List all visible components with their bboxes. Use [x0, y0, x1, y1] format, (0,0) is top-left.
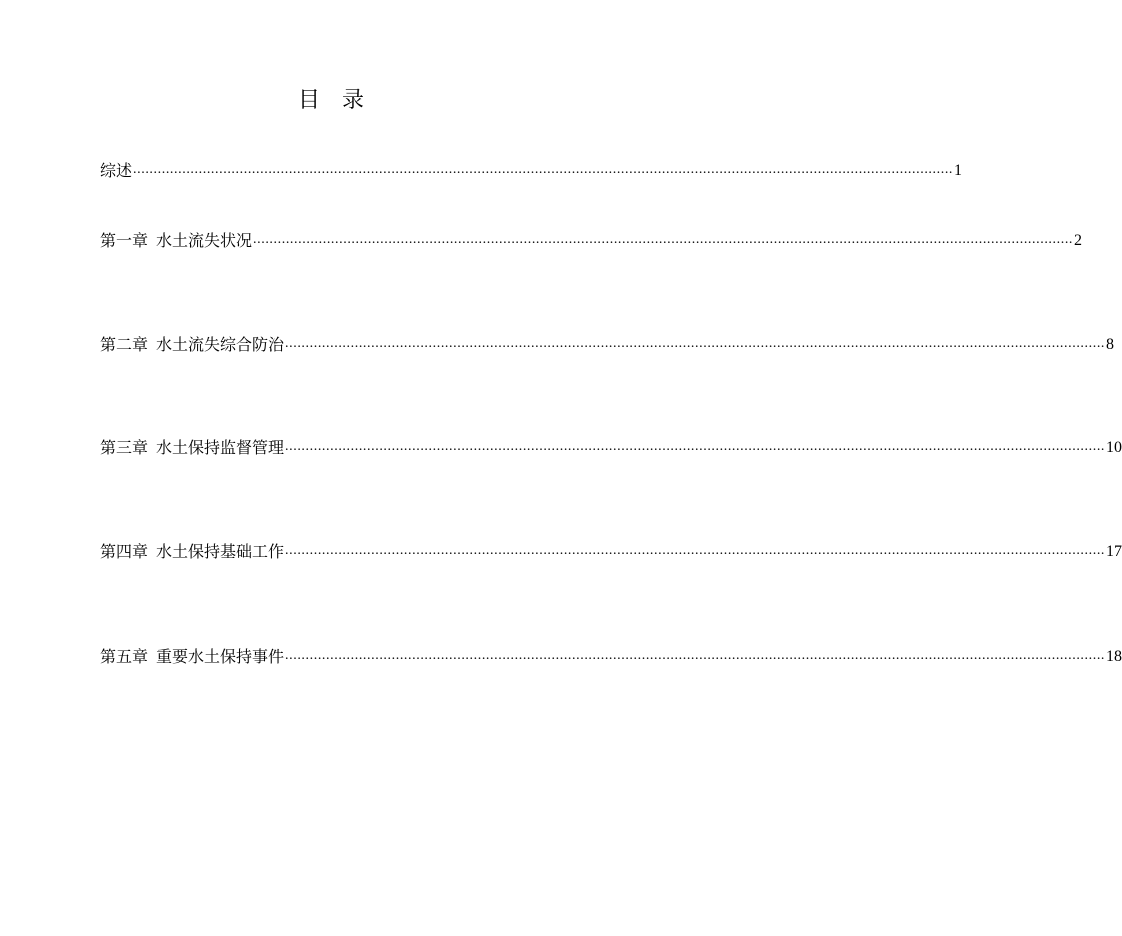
toc-entry-chapter-5[interactable]	[100, 646, 1122, 668]
toc-entry-label	[100, 437, 284, 459]
toc-chapter-number: 第一章	[100, 231, 149, 250]
page-title	[0, 86, 662, 116]
toc-entry-title: 综述	[100, 161, 133, 180]
toc-page-number: 1	[954, 162, 963, 179]
toc-entry-label	[100, 541, 284, 563]
title-char-1: 目	[297, 88, 320, 113]
toc-entry-title: 重要水土保持事件	[156, 647, 285, 666]
toc-entry-label	[100, 230, 252, 252]
dot-leader: ........................................................................................................................................................................................................	[285, 543, 1106, 558]
toc-entry-label	[100, 160, 132, 182]
dot-leader: ........................................................................................................................................................................................................	[285, 336, 1106, 351]
toc-chapter-number: 第二章	[100, 335, 149, 354]
toc-entry-chapter-2[interactable]	[100, 334, 1115, 356]
title-char-2: 录	[342, 88, 365, 113]
toc-entry-title: 水土流失状况	[156, 231, 253, 250]
toc-page-number: 8	[1106, 336, 1115, 353]
toc-entry-title: 水土保持监督管理	[156, 438, 285, 457]
toc-chapter-number: 第五章	[100, 647, 149, 666]
dot-leader: ........................................................................................................................................................................................................	[285, 439, 1106, 454]
toc-page-number: 18	[1106, 648, 1122, 665]
dot-leader: ........................................................................................................................................................................................................	[253, 232, 1074, 247]
toc-entry-chapter-1[interactable]	[100, 230, 1083, 252]
toc-entry-label	[100, 646, 284, 668]
dot-leader: ........................................................................................................................................................................................................	[285, 648, 1106, 663]
toc-entry-title: 水土保持基础工作	[156, 542, 285, 561]
toc-entry-title: 水土流失综合防治	[156, 335, 285, 354]
toc-page-number: 17	[1106, 543, 1122, 560]
toc-entry-overview[interactable]	[100, 160, 963, 182]
toc-page-number: 10	[1106, 439, 1122, 456]
toc-entry-label	[100, 334, 284, 356]
toc-chapter-number: 第三章	[100, 438, 149, 457]
toc-chapter-number: 第四章	[100, 542, 149, 561]
dot-leader: ........................................................................................................................................................................................................	[133, 162, 954, 177]
toc-entry-chapter-3[interactable]	[100, 437, 1122, 459]
toc-page-number: 2	[1074, 232, 1083, 249]
toc-entry-chapter-4[interactable]	[100, 541, 1122, 563]
